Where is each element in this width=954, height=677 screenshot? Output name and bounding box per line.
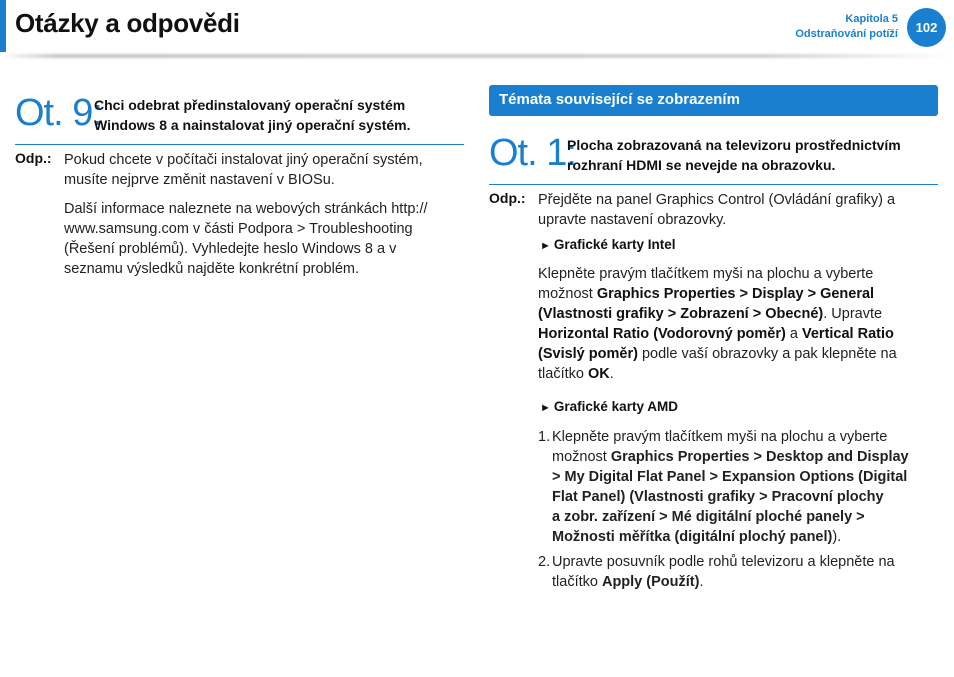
list-item: 1. Klepněte pravým tlačítkem myši na plochu a vyberte možnost Graphics Properties > Desktop and Display > My Digital Flat Panel > Expansion Options (Digital Flat Panel) (Vlastnosti grafiky > Pracovní plochy a zobr. zařízení > Mé digitální ploché panely > Možnosti měřítka (digitální plochý panel)).: [538, 429, 909, 545]
chapter-label: [795, 12, 898, 42]
question-text: Plocha zobrazovaná na televizoru prostřednictvím rozhraní HDMI se nevejde na obrazovku.: [567, 137, 901, 173]
answer-label: Odp.:: [489, 190, 526, 206]
page-number-badge: 102: [907, 8, 946, 47]
triangle-bullet-icon: ►: [540, 402, 551, 414]
page-title: Otázky a odpovědi: [15, 8, 240, 38]
question-divider: [15, 144, 464, 145]
answer-paragraph: Další informace naleznete na webových stránkách http:// www.samsung.com v části Podpora > Troubleshooting (Řešení problémů). Vyhledejte heslo Windows 8 a v seznamu výsledků najděte konkrétní problém.: [64, 201, 428, 277]
section-title: Témata související se zobrazením: [499, 91, 740, 108]
subheading-amd: ► Grafické karty AMD: [540, 399, 678, 414]
chapter-subtitle: Odstraňování potíží: [795, 28, 898, 40]
question-number: Ot. 1:: [489, 132, 576, 174]
chapter-number: Kapitola 5: [845, 13, 898, 25]
question-divider: [489, 184, 938, 185]
subheading-intel: ► Grafické karty Intel: [540, 237, 676, 252]
intel-instructions: Klepněte pravým tlačítkem myši na plochu a vyberte možnost Graphics Properties > Display > General (Vlastnosti grafiky > Zobrazení > Obecné). Upravte Horizontal Ratio (Vodorovný poměr) a Vertical Ratio (Svislý poměr) podle vaší obrazovky a pak klepněte na tlačítko OK.: [538, 266, 897, 382]
question-text: Chci odebrat předinstalovaný operační systém Windows 8 a nainstalovat jiný operační systém.: [94, 97, 411, 133]
answer-label: Odp.:: [15, 150, 52, 166]
header-accent-bar: [0, 0, 6, 52]
list-item: 2. Upravte posuvník podle rohů televizoru a klepněte na tlačítko Apply (Použít).: [538, 554, 895, 590]
header-divider: [0, 54, 954, 58]
question-number: Ot. 9:: [15, 92, 102, 134]
triangle-bullet-icon: ►: [540, 240, 551, 252]
answer-paragraph: Přejděte na panel Graphics Control (Ovládání grafiky) a upravte nastavení obrazovky.: [538, 192, 896, 228]
answer-paragraph: Pokud chcete v počítači instalovat jiný operační systém, musíte nejprve změnit nastavení v BIOSu.: [64, 152, 423, 188]
